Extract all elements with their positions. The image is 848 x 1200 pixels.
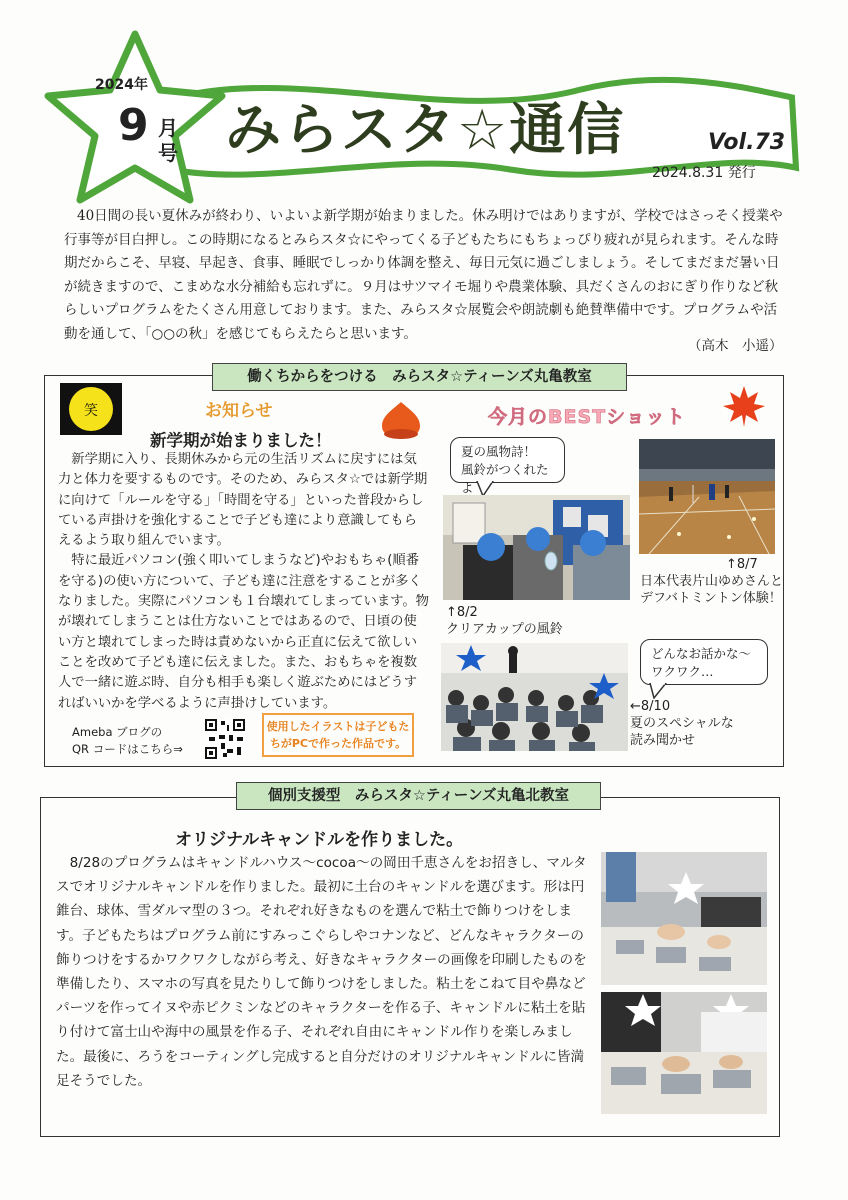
caption-0807-line-1: 日本代表片山ゆめさんと xyxy=(640,574,784,589)
maple-leaf-icon xyxy=(722,384,766,428)
newsletter-title: みらスタ☆通信 xyxy=(225,98,626,163)
caption-0802 xyxy=(446,604,563,638)
caption-0810-line-1: 夏のスペシャルな xyxy=(630,716,734,731)
issue-month: 9 xyxy=(118,100,149,151)
issue-year: 2024年 xyxy=(95,77,148,93)
section-marugame-kita-tab: 個別支援型 みらスタ☆ティーンズ丸亀北教室 xyxy=(236,782,601,810)
candle-title: オリジナルキャンドルを作りました。 xyxy=(175,830,464,850)
caption-0810 xyxy=(630,698,734,749)
chestnut-icon xyxy=(380,400,422,440)
notice-body: 新学期に入り、長期休みから元の生活リズムに戻すには気力と体力を要するものです。そのため、みらスタ☆では新学期に向けて「ルールを守る」「時間を守る」といった普段からしている声掛けを強化することで子ども達により意識してもらえるよう取り組んでいます。 特に最近パソコン(強く叩いてしまうなど)やおもちゃ(順番を守る)の使い方について、子ども達に注意をすることが多くなりました。実際にパソコンも１台壊れてしまっています。物が壊れてしまうことは仕方ないことではあるので、日頃の使い方と壊れてしまった時は責めないから正直に伝えて欲しいことを改めて子ども達に伝えました。また、おもちゃを複数人で一緒に遊ぶ時、自分も相手も楽しく遊ぶためにはどうすればいいかを学べるように声掛けしています。 xyxy=(58,452,429,711)
speech-bubble-reading xyxy=(640,639,768,685)
caption-0807-date: ↑8/7 xyxy=(726,557,758,572)
ameba-line-2: QR コードはこちら⇒ xyxy=(72,742,183,756)
wind-chime-photo xyxy=(443,495,630,600)
caption-0810-date: ←8/10 xyxy=(630,699,671,714)
notice-title: 新学期が始まりました！ xyxy=(150,431,332,450)
candle-photo-2 xyxy=(601,992,767,1114)
candle-photo-1 xyxy=(601,852,767,985)
caption-0807 xyxy=(640,556,783,607)
caption-0810-line-2: 読み聞かせ xyxy=(630,733,696,748)
section-marugame-tab: 働くちからをつける みらスタ☆ティーンズ丸亀教室 xyxy=(212,363,627,391)
ameba-line-1: Ameba ブログの xyxy=(72,725,163,739)
speech-bubble-wind-chime xyxy=(450,437,565,495)
bubble2-line-1: どんなお話かな～ xyxy=(651,646,752,661)
bubble2-line-2: ワクワク… xyxy=(651,664,714,679)
svg-text:笑: 笑 xyxy=(84,403,98,419)
month-suffix: 月 xyxy=(158,116,178,140)
bubble-tail-2 xyxy=(648,683,668,699)
notice-heading: お知らせ xyxy=(205,401,273,421)
best-shot-heading: 今月のBESTショット xyxy=(488,406,686,428)
qr-code[interactable] xyxy=(205,719,245,759)
candle-body: 8/28のプログラムはキャンドルハウス～cocoa～の岡田千恵さんをお招きし、マルタスでオリジナルキャンドルを作りました。最初に土台のキャンドルを選びます。形は円錐台、球体、雪ダルマ型の３つ。それぞれ好きなものを選んで粘土で飾りつけをします。子どもたちはプログラム前にすみっこぐらしやコナンなど、どんなキャラクターの飾りつけをするかワクワクしながら考え、好きなキャラクターの画像を印刷したものを準備したり、スマホの写真を見たりして飾りつけをしました。粘土をこねて目や鼻などパーツを作ってイヌや赤ピクミンなどのキャラクターを作る子、キャンドルに粘土を貼り付けて富士山や海中の風景を作る子、それぞれ自由にキャンドル作りを楽しみました。最後に、ろうをコーティングし完成すると自分だけのオリジナルキャンドルに皆満足そうでした。 xyxy=(56,855,587,1089)
volume-number: Vol.73 xyxy=(708,130,786,155)
intro-paragraph: 40日間の長い夏休みが終わり、いよいよ新学期が始まりました。休み明けではありますが、学校ではさっそく授業や行事等が目白押し。この時期になるとみらスタ☆にやってくる子どもたちにもちょっぴり疲れが見られます。そんな時期だからこそ、早寝、早起き、食事、睡眠でしっかり体調を整え、毎日元気に過ごしましょう。そしてまだまだ暑い日が続きますので、こまめな水分補給も忘れずに。９月はサツマイモ堀りや農業体験、具だくさんのおにぎり作りなど秋らしいプログラムをたくさん用意しております。また、みらスタ☆展覧会や朗読劇も絶賛準備中です。プログラムや活動を通して、「○○の秋」を感じてもらえたらと思います。 xyxy=(64,208,783,342)
smiley-icon xyxy=(60,383,122,435)
caption-0807-line-2: デフバトミントン体験！ xyxy=(640,591,782,606)
illustration-note: 使用したイラストは子どもたちがPCで作った作品です。 xyxy=(262,713,414,757)
badminton-photo xyxy=(639,439,775,554)
go-suffix: 号 xyxy=(158,141,178,165)
bubble1-line-1: 夏の風物詩！ xyxy=(461,444,537,459)
caption-0802-text: クリアカップの風鈴 xyxy=(446,622,563,637)
caption-0802-date: ↑8/2 xyxy=(446,605,478,620)
intro-author: （高木 小遥） xyxy=(688,338,783,354)
ameba-blog-note xyxy=(72,724,183,758)
bubble1-line-2: 風鈴がつくれたよ xyxy=(461,462,549,495)
reading-photo xyxy=(441,643,628,751)
issue-date: 2024.8.31 発行 xyxy=(652,165,756,181)
